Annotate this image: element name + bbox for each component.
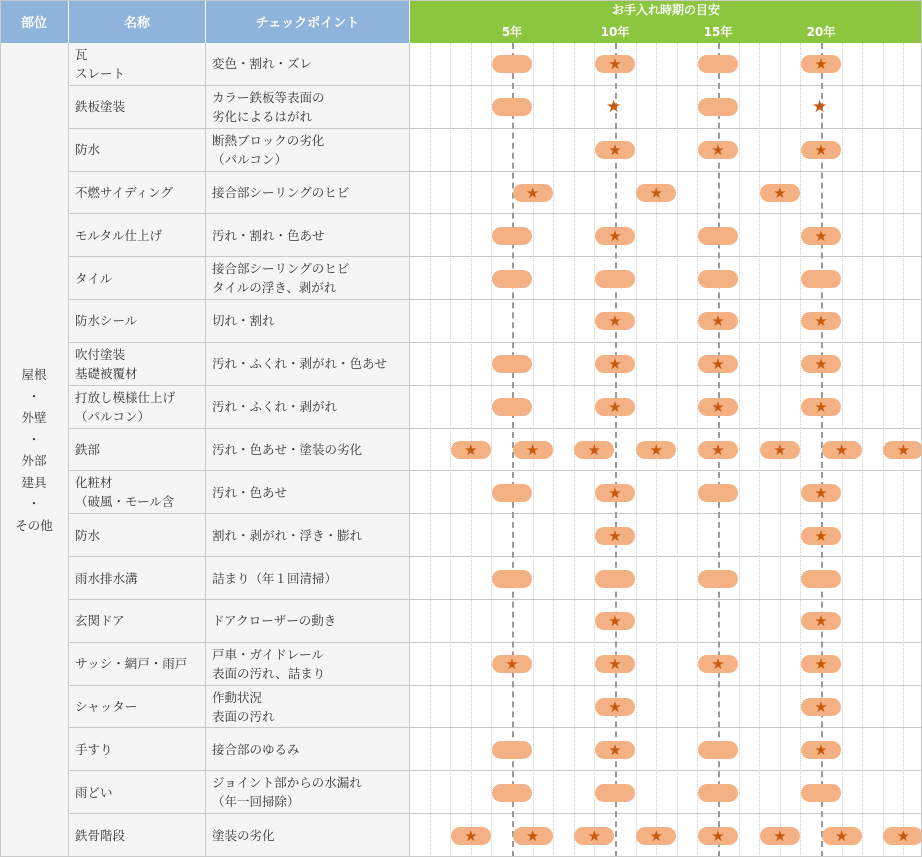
- item-checkpoint: [206, 386, 410, 429]
- item-checkpoint: [206, 686, 410, 729]
- star-icon: ★: [711, 655, 725, 674]
- item-checkpoint-text: （年一回掃除）: [212, 794, 300, 810]
- timeline-cell: [410, 600, 922, 643]
- item-name-text: 鉄板塗装: [75, 99, 126, 115]
- item-checkpoint: [206, 343, 410, 386]
- item-name: [69, 343, 206, 386]
- item-checkpoint-text: 表面の汚れ: [212, 708, 275, 724]
- star-icon: ★: [608, 612, 622, 631]
- item-name-text: 打放し模様仕上げ: [75, 389, 176, 405]
- star-icon: ★: [814, 312, 828, 331]
- star-icon: ★: [711, 312, 725, 331]
- maintenance-pill: [595, 398, 635, 416]
- header-part: 部位: [0, 0, 69, 43]
- maintenance-pill: [595, 355, 635, 373]
- table-row: [0, 257, 922, 300]
- star-icon: ★: [649, 183, 663, 202]
- item-checkpoint-text: 割れ・剥がれ・浮き・膨れ: [212, 527, 363, 543]
- maintenance-pill: [822, 827, 862, 845]
- maintenance-pill: [492, 227, 532, 245]
- item-name: [69, 257, 206, 300]
- timeline-cell: [410, 86, 922, 129]
- star-icon: ★: [608, 226, 622, 245]
- star-icon: ★: [711, 826, 725, 845]
- table-row: [0, 129, 922, 172]
- item-checkpoint: [206, 129, 410, 172]
- maintenance-pill: [698, 484, 738, 502]
- part-label-line: その他: [15, 517, 53, 533]
- timeline-cell: [410, 686, 922, 729]
- star-icon: ★: [834, 441, 849, 459]
- maintenance-pill: [574, 827, 614, 845]
- maintenance-pill: [595, 270, 635, 288]
- item-checkpoint: [206, 214, 410, 257]
- part-label-line: 屋根: [21, 367, 47, 382]
- item-name: [69, 86, 206, 129]
- timeline-cell: [410, 471, 922, 514]
- maintenance-pill: [492, 270, 532, 288]
- maintenance-pill: [801, 355, 841, 373]
- item-checkpoint: [206, 728, 410, 771]
- maintenance-pill: [513, 441, 553, 459]
- maintenance-pill: [801, 398, 841, 416]
- maintenance-pill: [595, 141, 635, 159]
- item-name-text: サッシ・網戸・雨戸: [75, 656, 188, 672]
- maintenance-pill: [801, 312, 841, 330]
- maintenance-pill: [492, 784, 532, 802]
- maintenance-pill: [801, 484, 841, 502]
- item-checkpoint: [206, 771, 410, 814]
- item-checkpoint: [206, 429, 410, 472]
- maintenance-pill: [698, 827, 738, 845]
- item-name: [69, 429, 206, 472]
- maintenance-pill: [698, 441, 738, 459]
- star-icon: ★: [587, 441, 602, 459]
- item-name-text: 雨どい: [75, 784, 113, 800]
- maintenance-pill: [883, 827, 922, 845]
- item-checkpoint-text: 接合部シーリングのヒビ: [212, 261, 350, 277]
- star-icon: ★: [814, 483, 828, 502]
- maintenance-pill: [698, 784, 738, 802]
- item-checkpoint-text: 汚れ・ふくれ・剥がれ・色あせ: [212, 356, 388, 372]
- item-checkpoint-text: カラー鉄板等表面の: [212, 89, 325, 105]
- star-icon: ★: [814, 226, 828, 245]
- maintenance-pill: [760, 827, 800, 845]
- maintenance-pill: [801, 741, 841, 759]
- maintenance-pill: [760, 441, 800, 459]
- item-name: [69, 386, 206, 429]
- part-label-line: 外部: [21, 453, 47, 468]
- maintenance-pill: [492, 655, 532, 673]
- table-row: [0, 471, 922, 514]
- star-icon: ★: [814, 355, 828, 374]
- item-name: [69, 300, 206, 343]
- item-checkpoint: [206, 43, 410, 86]
- star-icon: ★: [711, 355, 725, 374]
- item-name: [69, 557, 206, 600]
- star-icon: ★: [608, 312, 622, 331]
- maintenance-pill: [636, 441, 676, 459]
- maintenance-pill: [698, 355, 738, 373]
- item-checkpoint: [206, 600, 410, 643]
- item-name: [69, 728, 206, 771]
- year-label: 5年: [501, 25, 523, 39]
- item-name: [69, 214, 206, 257]
- item-checkpoint-text: 汚れ・ふくれ・剥がれ: [212, 399, 338, 415]
- item-name-text: 基礎被覆材: [75, 365, 138, 381]
- star-icon: ★: [608, 740, 622, 759]
- year-label: 10年: [600, 25, 630, 39]
- item-checkpoint-text: 変色・割れ・ズレ: [212, 56, 313, 72]
- table-row: [0, 771, 922, 814]
- maintenance-pill: [801, 270, 841, 288]
- star-icon: ★: [834, 826, 849, 845]
- maintenance-pill: [698, 312, 738, 330]
- maintenance-pill: [492, 55, 532, 73]
- item-checkpoint-text: 戸車・ガイドレール: [212, 646, 324, 662]
- item-checkpoint: [206, 643, 410, 686]
- star-icon: ★: [814, 398, 828, 417]
- maintenance-pill: [595, 484, 635, 502]
- item-checkpoint: [206, 557, 410, 600]
- item-checkpoint: [206, 257, 410, 300]
- maintenance-pill: [801, 55, 841, 73]
- item-checkpoint: [206, 172, 410, 215]
- maintenance-pill: [595, 312, 635, 330]
- item-name-text: 吹付塗装: [75, 346, 126, 362]
- item-name-text: 不燃サイディング: [75, 184, 173, 200]
- table-row: [0, 600, 922, 643]
- maintenance-pill: [492, 484, 532, 502]
- item-checkpoint: [206, 471, 410, 514]
- star-icon: ★: [525, 826, 540, 845]
- maintenance-pill: [822, 441, 862, 459]
- item-name: [69, 172, 206, 215]
- item-name: [69, 643, 206, 686]
- item-checkpoint-text: 接合部のゆるみ: [212, 741, 300, 757]
- timeline-cell: [410, 214, 922, 257]
- item-name: [69, 129, 206, 172]
- item-checkpoint: [206, 300, 410, 343]
- star-icon: ★: [608, 698, 622, 717]
- table-row: [0, 214, 922, 257]
- header-checkpoint: チェックポイント: [206, 0, 410, 43]
- year-label: 15年: [703, 25, 733, 39]
- star-icon: ★: [896, 441, 911, 459]
- item-name-text: 雨水排水溝: [75, 570, 138, 586]
- item-name: [69, 686, 206, 729]
- maintenance-pill: [698, 741, 738, 759]
- star-icon: ★: [587, 826, 602, 845]
- item-name-text: 防水シール: [75, 313, 138, 329]
- item-checkpoint-text: 汚れ・割れ・色あせ: [212, 227, 325, 243]
- star-icon: ★: [814, 740, 828, 759]
- star-icon: ★: [814, 526, 828, 545]
- table-row: [0, 514, 922, 557]
- timeline-title: お手入れ時期の目安: [611, 3, 720, 17]
- item-checkpoint-text: 塗装の劣化: [212, 827, 275, 843]
- part-label-line: ・: [27, 388, 41, 404]
- maintenance-pill: [595, 570, 635, 588]
- item-checkpoint-text: ジョイント部からの水漏れ: [212, 775, 362, 791]
- header-name: 名称: [69, 0, 206, 43]
- star-icon: ★: [464, 441, 478, 459]
- maintenance-pill: [513, 827, 553, 845]
- item-checkpoint-text: 断熱ブロックの劣化: [212, 132, 325, 148]
- star-icon: ★: [608, 398, 622, 417]
- maintenance-pill: [451, 827, 491, 845]
- maintenance-pill: [760, 184, 800, 202]
- maintenance-pill: [698, 398, 738, 416]
- item-name: [69, 814, 206, 857]
- item-checkpoint-text: 詰まり（年１回清掃）: [212, 570, 338, 586]
- maintenance-pill: [801, 655, 841, 673]
- timeline-cell: [410, 643, 922, 686]
- maintenance-pill: [698, 141, 738, 159]
- year-label: 20年: [806, 25, 836, 39]
- item-name-text: 防水: [75, 527, 101, 543]
- star-icon: ★: [814, 698, 828, 717]
- maintenance-pill: [801, 784, 841, 802]
- table-row: [0, 86, 922, 129]
- maintenance-pill: [801, 570, 841, 588]
- table-row: [0, 557, 922, 600]
- timeline-cell: [410, 43, 922, 86]
- timeline-cell: [410, 257, 922, 300]
- part-label-line: ・: [27, 431, 41, 447]
- item-name-text: モルタル仕上げ: [75, 227, 163, 243]
- timeline-cell: [410, 300, 922, 343]
- maintenance-pill: [492, 98, 532, 116]
- star-icon: ★: [608, 355, 622, 374]
- maintenance-pill: [698, 570, 738, 588]
- maintenance-pill: [451, 441, 491, 459]
- timeline-cell: [410, 728, 922, 771]
- maintenance-pill: [595, 655, 635, 673]
- star-icon: ★: [814, 655, 828, 674]
- star-icon: ★: [711, 141, 725, 160]
- star-icon: ★: [608, 655, 622, 674]
- item-name-text: 手すり: [75, 741, 113, 757]
- star-icon: ★: [814, 141, 828, 160]
- maintenance-pill: [636, 827, 676, 845]
- maintenance-pill: [492, 741, 532, 759]
- item-name: [69, 600, 206, 643]
- item-name: [69, 514, 206, 557]
- item-name-text: （破風・モール含: [75, 494, 175, 510]
- item-checkpoint-text: 接合部シーリングのヒビ: [212, 184, 350, 200]
- star-icon: ★: [773, 441, 787, 459]
- timeline-cell: [410, 343, 922, 386]
- maintenance-pill: [698, 55, 738, 73]
- table-row: [0, 686, 922, 729]
- maintenance-pill: [595, 784, 635, 802]
- star-icon: ★: [649, 441, 663, 459]
- maintenance-pill: [595, 612, 635, 630]
- star-icon: ★: [608, 526, 622, 545]
- maintenance-pill: [801, 141, 841, 159]
- maintenance-pill: [513, 184, 553, 202]
- item-checkpoint: [206, 86, 410, 129]
- star-icon: ★: [606, 97, 622, 118]
- item-name-text: （パルコン）: [75, 408, 151, 424]
- star-icon: ★: [649, 826, 663, 845]
- item-name: [69, 771, 206, 814]
- item-name: [69, 471, 206, 514]
- maintenance-pill: [595, 698, 635, 716]
- item-checkpoint-text: 汚れ・色あせ: [212, 484, 288, 500]
- item-checkpoint-text: 劣化によるはがれ: [212, 108, 313, 124]
- maintenance-pill: [492, 398, 532, 416]
- star-icon: ★: [814, 55, 828, 74]
- timeline-cell: [410, 386, 922, 429]
- item-name-text: 防水: [75, 142, 101, 158]
- star-icon: ★: [505, 655, 519, 674]
- star-icon: ★: [812, 97, 828, 118]
- star-icon: ★: [773, 183, 787, 202]
- item-name-text: 鉄部: [75, 441, 101, 457]
- maintenance-pill: [595, 527, 635, 545]
- item-name-text: シャッター: [75, 699, 138, 715]
- item-checkpoint: [206, 514, 410, 557]
- maintenance-pill: [801, 698, 841, 716]
- item-name-text: スレート: [75, 65, 126, 81]
- maintenance-pill: [801, 227, 841, 245]
- star-icon: ★: [525, 183, 540, 202]
- item-name: [69, 43, 206, 86]
- item-checkpoint-text: （パルコン）: [212, 151, 288, 167]
- star-icon: ★: [525, 441, 540, 459]
- timeline-cell: [410, 771, 922, 814]
- item-checkpoint-text: 汚れ・色あせ・塗装の劣化: [212, 441, 363, 457]
- star-icon: ★: [814, 612, 828, 631]
- maintenance-pill: [698, 655, 738, 673]
- maintenance-pill: [698, 270, 738, 288]
- star-icon: ★: [608, 55, 622, 74]
- star-icon: ★: [711, 398, 725, 417]
- star-icon: ★: [896, 826, 911, 845]
- item-checkpoint-text: タイルの浮き、剥がれ: [212, 280, 337, 296]
- maintenance-pill: [636, 184, 676, 202]
- item-name-text: 鉄骨階段: [75, 827, 126, 843]
- part-label-line: ・: [27, 496, 41, 511]
- table-row: [0, 300, 922, 343]
- timeline-cell: [410, 514, 922, 557]
- item-name-text: 化粧材: [75, 475, 113, 491]
- star-icon: ★: [711, 441, 725, 459]
- star-icon: ★: [608, 141, 622, 160]
- item-checkpoint-text: 作動状況: [212, 689, 263, 705]
- star-icon: ★: [608, 483, 622, 502]
- item-name-text: タイル: [75, 270, 113, 286]
- star-icon: ★: [464, 826, 478, 845]
- table-row: [0, 43, 922, 86]
- item-checkpoint-text: ドアクローザーの動き: [212, 613, 337, 629]
- item-checkpoint-text: 切れ・割れ: [212, 313, 275, 329]
- table-row: [0, 728, 922, 771]
- item-checkpoint-text: 表面の汚れ、詰まり: [212, 665, 326, 681]
- timeline-cell: [410, 557, 922, 600]
- item-name-text: 玄関ドア: [75, 613, 125, 629]
- item-name-text: 瓦: [75, 46, 88, 62]
- maintenance-pill: [698, 98, 738, 116]
- part-label-line: 建具: [21, 474, 47, 490]
- item-checkpoint: [206, 814, 410, 857]
- table-row: [0, 643, 922, 686]
- maintenance-pill: [698, 227, 738, 245]
- maintenance-pill: [574, 441, 614, 459]
- maintenance-pill: [801, 527, 841, 545]
- maintenance-pill: [801, 612, 841, 630]
- table-row: [0, 386, 922, 429]
- timeline-cell: [410, 129, 922, 172]
- table-row: [0, 343, 922, 386]
- maintenance-pill: [595, 55, 635, 73]
- part-label-line: 外壁: [21, 410, 47, 425]
- maintenance-pill: [595, 227, 635, 245]
- maintenance-pill: [492, 570, 532, 588]
- maintenance-pill: [492, 355, 532, 373]
- star-icon: ★: [773, 826, 787, 845]
- maintenance-pill: [595, 741, 635, 759]
- maintenance-pill: [883, 441, 922, 459]
